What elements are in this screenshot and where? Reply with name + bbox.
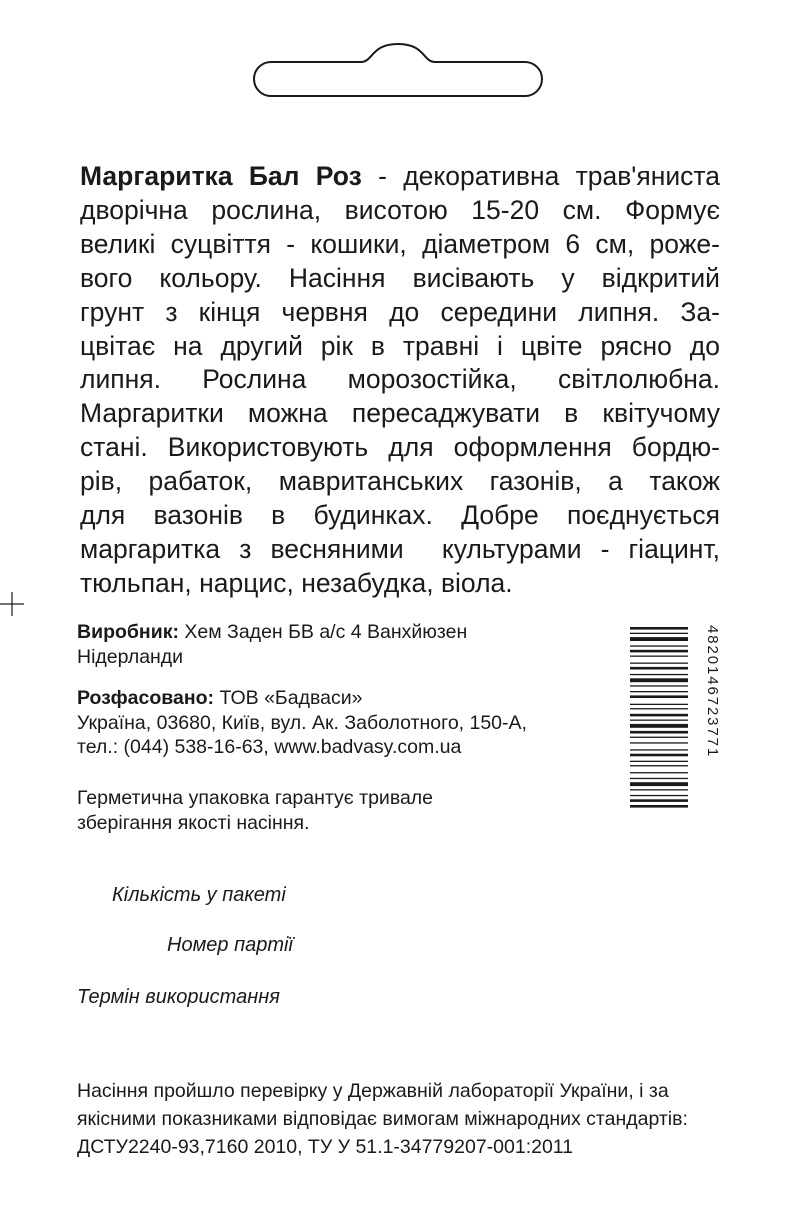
expiry-field-label: Термін використання bbox=[77, 986, 280, 1008]
barcode-bar bbox=[630, 708, 688, 709]
barcode-bar bbox=[630, 633, 688, 634]
barcode-bar bbox=[630, 765, 688, 766]
barcode-bar bbox=[630, 778, 688, 779]
barcode-bar bbox=[630, 637, 688, 641]
barcode-number: 4820146723771 bbox=[704, 625, 721, 759]
barcode-bar bbox=[630, 627, 688, 630]
barcode bbox=[628, 625, 721, 857]
barcode-bar bbox=[630, 678, 688, 682]
description-line: стані. Використовують для оформлення бордю- bbox=[80, 432, 720, 463]
barcode-bar bbox=[630, 691, 688, 692]
barcode-bar bbox=[630, 737, 688, 738]
barcode-bars bbox=[630, 627, 688, 808]
description-line: Маргаритки можна пересаджувати в квітучому bbox=[80, 398, 720, 429]
barcode-bar bbox=[630, 754, 688, 757]
product-name: Маргаритка Бал Роз bbox=[80, 161, 362, 191]
description-line: цвітає на другий рік в травні і цвіте рясно до bbox=[80, 330, 720, 361]
barcode-bar bbox=[630, 761, 688, 762]
barcode-bar bbox=[630, 731, 688, 734]
barcode-bar bbox=[630, 714, 688, 717]
quantity-field-label: Кількість у пакеті bbox=[112, 884, 286, 906]
barcode-bar bbox=[630, 704, 688, 705]
description-line: Маргаритка Бал Роз - декоративна трав'яниста bbox=[80, 161, 720, 191]
barcode-bar bbox=[630, 650, 688, 653]
producer-label: Виробник: bbox=[77, 621, 179, 643]
barcode-bar bbox=[630, 749, 688, 750]
barcode-bar bbox=[630, 656, 688, 657]
barcode-bar bbox=[630, 663, 688, 664]
description-line: великі суцвіття - кошики, діаметром 6 см, роже- bbox=[80, 228, 720, 259]
barcode-bar bbox=[630, 667, 688, 670]
certification-note: Насіння пройшло перевірку у Державній лабораторії України, і за якісними показниками відповідає вимогам міжнародних стандартів: ДСТУ2240-93,7160 2010, ТУ У 51.1-34779207-001:2011 bbox=[77, 1080, 688, 1158]
description-line: вого кольору. Насіння висівають у відкритий bbox=[80, 262, 720, 293]
barcode-bar bbox=[630, 674, 688, 675]
packager-contacts: тел.: (044) 538-16-63, www.badvasy.com.ua bbox=[77, 736, 462, 758]
packager-info bbox=[77, 686, 617, 760]
crosshair-mark bbox=[0, 592, 24, 616]
description-line: тюльпан, нарцис, незабудка, віола. bbox=[80, 567, 513, 598]
packager-name: ТОВ «Бадваси» bbox=[214, 687, 363, 709]
barcode-bar bbox=[630, 805, 688, 808]
description-line: дворічна рослина, висотою 15-20 см. Формує bbox=[80, 194, 720, 225]
barcode-bar bbox=[630, 695, 688, 698]
producer-name: Хем Заден БВ а/с 4 Ванхйюзен bbox=[178, 621, 468, 643]
product-description bbox=[80, 160, 720, 601]
description-line: маргаритка з весняними культурами - гіацинт, bbox=[80, 533, 720, 564]
barcode-bar bbox=[630, 782, 688, 786]
barcode-bar bbox=[630, 724, 688, 728]
description-line: липня. Рослина морозостійка, світлолюбна. bbox=[80, 364, 720, 395]
storage-note: Герметична упаковка гарантує тривале зберігання якості насіння. bbox=[77, 787, 434, 834]
barcode-bar bbox=[630, 795, 688, 796]
packager-address: Україна, 03680, Київ, вул. Ак. Заболотного, 150-А, bbox=[77, 711, 527, 734]
description-line: грунт з кінця червня до середини липня. За- bbox=[80, 296, 720, 327]
producer-country: Нідерланди bbox=[77, 645, 184, 668]
packager-label: Розфасовано: bbox=[77, 687, 215, 709]
barcode-bar bbox=[630, 772, 688, 773]
description-line: рів, рабаток, мавританських газонів, а також bbox=[80, 466, 720, 497]
description-line: для вазонів в будинках. Добре поєднується bbox=[80, 500, 720, 531]
barcode-bar bbox=[630, 742, 688, 743]
producer-info bbox=[77, 620, 617, 669]
hanger-hole-outline bbox=[243, 40, 553, 100]
barcode-bar bbox=[630, 685, 688, 686]
barcode-bar bbox=[630, 645, 688, 646]
barcode-bar bbox=[630, 720, 688, 721]
barcode-bar bbox=[630, 799, 688, 802]
barcode-bar bbox=[630, 789, 688, 790]
batch-field-label: Номер партії bbox=[167, 934, 293, 956]
